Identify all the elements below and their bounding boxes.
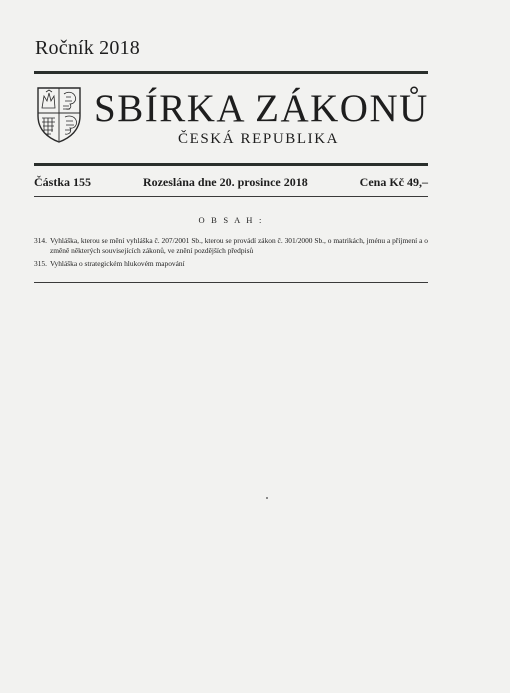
- item-number: 315.: [34, 259, 47, 268]
- item-number: 314.: [34, 236, 47, 245]
- item-title: Vyhláška, kterou se mění vyhláška č. 207/2001 Sb., kterou se provádí zákon č. 301/2000 Sb., o matrikách, jménu a příjmení a o změně některých souvisejících zákonů, ve znění pozdějších předpisů: [50, 236, 428, 255]
- issue-info-row: [34, 175, 428, 190]
- list-item: [34, 236, 428, 256]
- contents-bottom-rule: [34, 282, 428, 283]
- item-title: Vyhláška o strategickém hlukovém mapování: [50, 259, 185, 268]
- contents-heading: O B S A H :: [198, 215, 264, 225]
- issue-price: Cena Kč 49,–: [359, 175, 428, 189]
- contents-list: [34, 236, 428, 272]
- paper-speck: [266, 497, 268, 499]
- volume-year: Ročník 2018: [35, 37, 140, 59]
- top-rule: [34, 71, 428, 74]
- masthead-bottom-rule: [34, 163, 428, 166]
- country-subtitle: ČESKÁ REPUBLIKA: [178, 131, 340, 147]
- issue-part: Částka 155: [34, 175, 92, 189]
- czech-coat-of-arms-icon: [36, 86, 82, 144]
- issue-row-rule: [34, 196, 428, 197]
- gazette-title: SBÍRKA ZÁKONŮ: [94, 87, 429, 130]
- issue-publication-date: Rozeslána dne 20. prosince 2018: [142, 175, 308, 189]
- list-item: [34, 259, 428, 269]
